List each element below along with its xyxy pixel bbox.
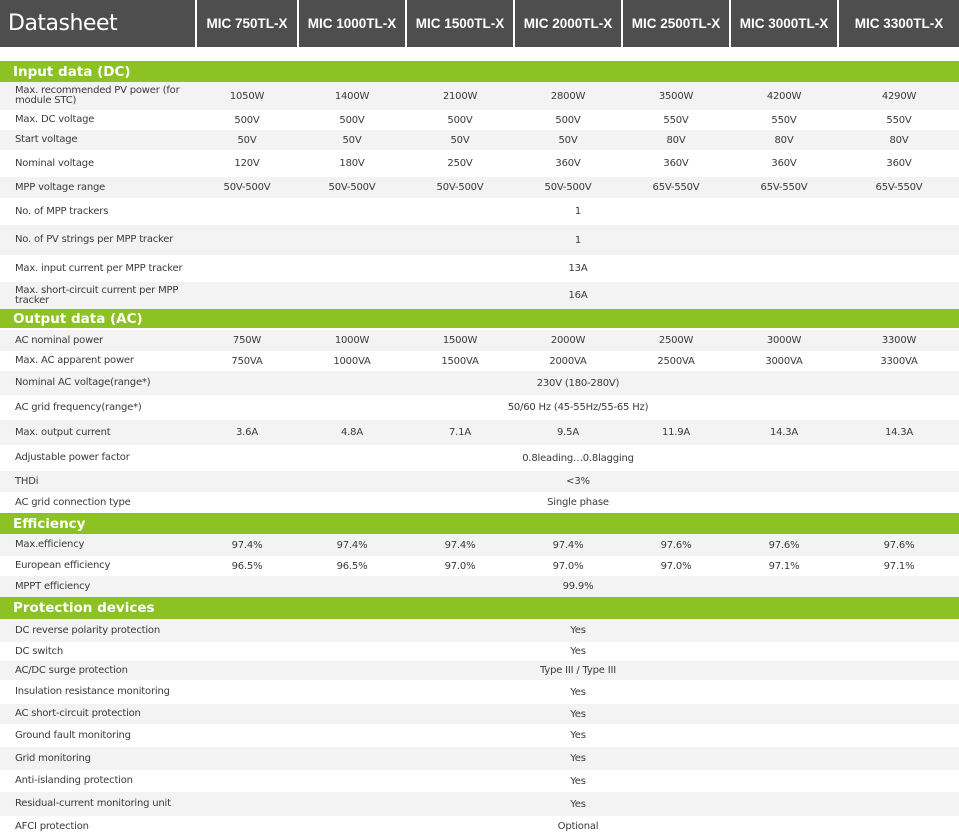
spec-label: Nominal AC voltage(range*) <box>15 377 151 388</box>
spec-value: 50V <box>450 134 470 146</box>
spec-value: 97.6% <box>660 539 692 551</box>
spec-value: 97.0% <box>660 560 692 572</box>
spec-row <box>0 576 959 597</box>
model-header: MIC 1500TL-X <box>407 0 513 47</box>
spec-label: AC nominal power <box>15 334 103 346</box>
spec-value: 50V <box>237 134 257 146</box>
spec-row <box>0 371 959 395</box>
spec-value-merged: Yes <box>570 730 586 741</box>
spec-label: Ground fault monitoring <box>15 729 131 741</box>
spec-row <box>0 130 959 150</box>
spec-value: 80V <box>774 134 794 146</box>
spec-value: 14.3A <box>769 427 799 438</box>
spec-value: 14.3A <box>884 427 914 438</box>
spec-value-merged: 50/60 Hz (45-55Hz/55-65 Hz) <box>507 402 649 413</box>
spec-value: 180V <box>339 158 365 169</box>
spec-value-merged: 230V (180-280V) <box>536 377 620 389</box>
spec-row <box>0 445 959 471</box>
spec-row <box>0 330 959 351</box>
model-header: MIC 3000TL-X <box>731 0 837 47</box>
spec-value: 9.5A <box>557 427 579 438</box>
spec-value: 65V-550V <box>760 182 808 193</box>
spec-value: 50V <box>342 134 362 146</box>
spec-label: No. of PV strings per MPP tracker <box>15 234 174 245</box>
spec-value: 11.9A <box>661 427 691 438</box>
spec-label: MPP voltage range <box>15 181 106 193</box>
spec-value: 1000W <box>334 335 370 346</box>
spec-value: 97.0% <box>444 560 476 572</box>
spec-row <box>0 198 959 225</box>
spec-value: 50V-500V <box>436 182 484 193</box>
spec-label: DC switch <box>15 645 63 657</box>
spec-value: 2500VA <box>657 355 695 367</box>
spec-value: 550V <box>663 114 689 126</box>
spec-label: AC short-circuit protection <box>15 708 141 719</box>
spec-value: 360V <box>663 158 689 169</box>
spec-value: 550V <box>886 114 912 126</box>
spec-value-merged: <3% <box>566 476 590 487</box>
spec-value: 97.1% <box>768 560 800 572</box>
spec-row <box>0 471 959 492</box>
spec-label: Max. output current <box>15 426 111 438</box>
spec-label: Max. DC voltage <box>15 114 95 125</box>
spec-label: European efficiency <box>15 560 111 571</box>
spec-value: 2800W <box>550 90 586 102</box>
spec-label: Max.efficiency <box>15 539 85 550</box>
spec-label: Max. AC apparent power <box>15 355 134 366</box>
spec-value-merged: 0.8leading…0.8lagging <box>522 452 634 464</box>
spec-value-merged: Type III / Type III <box>540 665 616 676</box>
spec-label: MPPT efficiency <box>15 580 91 592</box>
spec-value: 50V-500V <box>544 182 592 193</box>
spec-row <box>0 704 959 724</box>
spec-value-merged: Yes <box>570 625 586 636</box>
spec-row <box>0 816 959 837</box>
spec-value: 1500VA <box>441 355 479 367</box>
spec-value-merged: 1 <box>574 234 582 246</box>
spec-value: 1500W <box>442 335 478 346</box>
spec-row <box>0 792 959 816</box>
spec-value: 97.4% <box>444 539 476 551</box>
section-header: Input data (DC) <box>0 61 959 82</box>
spec-row <box>0 661 959 680</box>
spec-value: 2000W <box>550 335 586 346</box>
spec-value: 7.1A <box>449 427 471 438</box>
spec-row <box>0 642 959 661</box>
header-row <box>0 0 959 47</box>
model-header: MIC 750TL-X <box>197 0 297 47</box>
spec-value: 50V <box>558 134 578 146</box>
spec-row <box>0 395 959 420</box>
spec-row <box>0 680 959 704</box>
spec-value: 96.5% <box>336 560 368 572</box>
spec-label: Max. short-circuit current per MPP tracker <box>15 284 179 306</box>
spec-label: Nominal voltage <box>15 157 94 169</box>
spec-value: 120V <box>234 158 260 169</box>
section-header: Protection devices <box>0 597 959 619</box>
spec-value-merged: 13A <box>568 263 588 274</box>
spec-row <box>0 420 959 445</box>
spec-row <box>0 619 959 642</box>
spec-value-merged: 1 <box>574 206 582 217</box>
spec-value: 97.6% <box>768 539 800 551</box>
spec-row <box>0 534 959 556</box>
spec-value: 500V <box>555 114 581 126</box>
spec-value: 4290W <box>881 90 917 102</box>
page-title: Datasheet <box>0 0 195 47</box>
spec-value: 3.6A <box>236 427 258 438</box>
spec-row <box>0 150 959 177</box>
spec-value: 500V <box>234 114 260 126</box>
spec-value: 50V-500V <box>223 182 271 193</box>
spec-value-merged: Yes <box>570 686 586 698</box>
spec-value: 80V <box>666 134 686 146</box>
spec-value-merged: Yes <box>570 646 586 657</box>
spec-value: 2500W <box>658 335 694 346</box>
model-header: MIC 1000TL-X <box>299 0 405 47</box>
spec-value: 1000VA <box>333 355 371 367</box>
spec-value: 550V <box>771 114 797 126</box>
spec-row <box>0 225 959 255</box>
spec-value: 360V <box>886 158 912 169</box>
model-header: MIC 2000TL-X <box>515 0 621 47</box>
spec-value-merged: Yes <box>570 708 586 720</box>
spec-value-merged: Optional <box>557 821 599 832</box>
spec-row <box>0 556 959 576</box>
spec-value-merged: 16A <box>568 290 588 301</box>
spec-label: Max. input current per MPP tracker <box>15 262 183 274</box>
spec-value: 97.6% <box>883 539 915 551</box>
spec-label: DC reverse polarity protection <box>15 624 160 636</box>
spec-row <box>0 110 959 130</box>
spec-label: AFCI protection <box>15 820 89 832</box>
spec-value: 97.4% <box>552 539 584 551</box>
section-header: Efficiency <box>0 513 959 534</box>
spec-value: 4.8A <box>341 427 363 438</box>
spec-value: 3300VA <box>880 355 918 367</box>
spec-value: 1400W <box>334 90 370 102</box>
spec-label: Start voltage <box>15 134 78 145</box>
spec-value: 500V <box>339 114 365 126</box>
spec-value: 97.4% <box>336 539 368 551</box>
spec-row <box>0 351 959 371</box>
spec-value-merged: Yes <box>570 798 586 810</box>
model-header: MIC 3300TL-X <box>839 0 959 47</box>
spec-value: 500V <box>447 114 473 126</box>
spec-value-merged: 99.9% <box>562 581 594 592</box>
spec-value: 2000VA <box>549 355 587 367</box>
spec-value: 1050W <box>229 90 265 102</box>
spec-label: Anti-islanding protection <box>15 775 133 786</box>
spec-value: 3500W <box>658 90 694 102</box>
spec-value: 2100W <box>442 90 478 102</box>
spec-label: Max. recommended PV power (for module STC) <box>15 85 180 106</box>
spec-label: Insulation resistance monitoring <box>15 686 170 697</box>
spec-row <box>0 177 959 198</box>
spec-value: 97.0% <box>552 560 584 572</box>
spec-value: 4200W <box>766 90 802 102</box>
spec-value: 3000W <box>766 335 802 346</box>
spec-value-merged: Single phase <box>547 497 609 508</box>
spec-value: 360V <box>771 158 797 169</box>
spec-value: 50V-500V <box>328 182 376 193</box>
spec-row <box>0 255 959 282</box>
spec-value: 750VA <box>231 355 263 367</box>
spec-value: 360V <box>555 158 581 169</box>
spec-value: 3300W <box>881 335 917 346</box>
spec-value: 80V <box>889 134 909 146</box>
spec-value: 250V <box>447 158 473 169</box>
spec-label: AC/DC surge protection <box>15 664 128 676</box>
spec-value: 96.5% <box>231 560 263 572</box>
spec-value-merged: Yes <box>570 753 586 764</box>
spec-value: 3000VA <box>765 355 803 367</box>
spec-value: 97.1% <box>883 560 915 572</box>
model-header: MIC 2500TL-X <box>623 0 729 47</box>
spec-value-merged: Yes <box>570 775 586 787</box>
spec-label: AC grid connection type <box>15 496 131 508</box>
spec-value: 97.4% <box>231 539 263 551</box>
spec-row <box>0 282 959 309</box>
spec-label: THDi <box>15 475 39 487</box>
spec-value: 750W <box>232 335 262 346</box>
spec-row <box>0 492 959 513</box>
spec-label: Residual-current monitoring unit <box>15 798 171 809</box>
spec-value: 65V-550V <box>652 182 700 193</box>
section-header: Output data (AC) <box>0 309 959 328</box>
spec-label: No. of MPP trackers <box>15 205 109 217</box>
spec-label: AC grid frequency(range*) <box>15 401 142 413</box>
spec-row <box>0 724 959 747</box>
spec-label: Adjustable power factor <box>15 452 130 463</box>
spec-row <box>0 747 959 770</box>
spec-label: Grid monitoring <box>15 752 91 764</box>
spec-row <box>0 770 959 792</box>
spec-row <box>0 82 959 110</box>
spec-value: 65V-550V <box>875 182 923 193</box>
